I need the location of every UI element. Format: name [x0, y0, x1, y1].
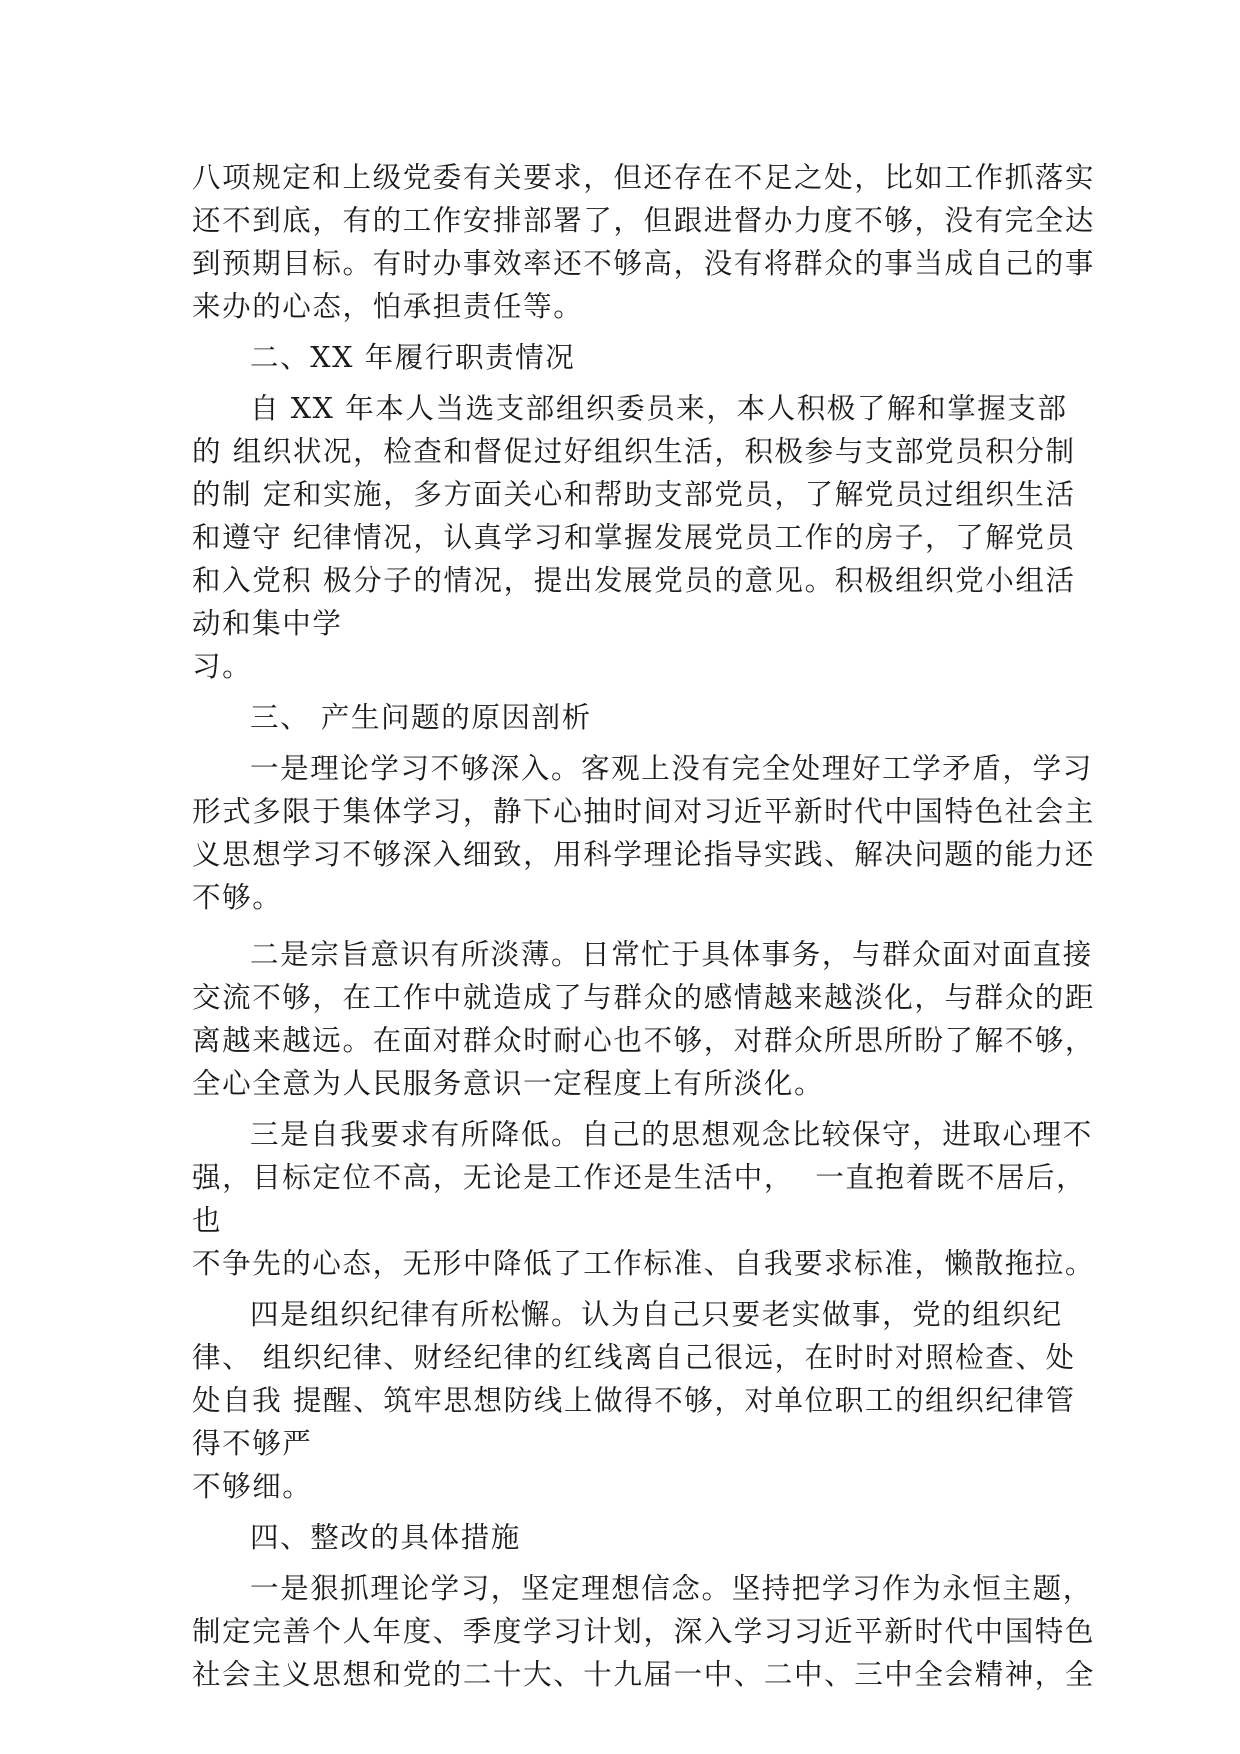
text-line: 也 — [192, 1204, 223, 1237]
text-line: 形式多限于集体学习，静下心抽时间对习近平新时代中国特色社会主 — [192, 795, 1096, 828]
document-body — [192, 156, 1096, 1696]
text-line: 还不到底，有的工作安排部署了，但跟进督办力度不够，没有完全达 — [192, 204, 1096, 237]
text-line: 自 XX 年本人当选支部组织委员来，本人积极了解和掌握支部 — [250, 392, 1068, 425]
text-line: 来办的心态，怕承担责任等。 — [192, 290, 584, 323]
text-line: 的 组织状况，检查和督促过好组织生活，积极参与支部党员积分制 — [192, 435, 1076, 468]
text-line: 不够细。 — [192, 1470, 313, 1503]
text-line: 一是理论学习不够深入。客观上没有完全处理好工学矛盾，学习 — [250, 752, 1093, 785]
text-line: 律、 组织纪律、财经纪律的红线离自己很远，在时时对照检查、处 — [192, 1341, 1076, 1374]
text-line: 制定完善个人年度、季度学习计划，深入学习习近平新时代中国特色 — [192, 1615, 1096, 1648]
text-line: 得不够严 — [192, 1427, 313, 1460]
text-line: 全心全意为人民服务意识一定程度上有所淡化。 — [192, 1067, 825, 1100]
text-line: 不争先的心态，无形中降低了工作标准、自我要求标准，懒散拖拉。 — [192, 1247, 1096, 1280]
text-line: 不够。 — [192, 881, 283, 914]
text-line: 八项规定和上级党委有关要求，但还存在不足之处，比如工作抓落实 — [192, 161, 1096, 194]
text-line: 离越来越远。在面对群众时耐心也不够，对群众所思所盼了解不够， — [192, 1024, 1096, 1057]
text-line: 社会主义思想和党的二十大、十九届一中、二中、三中全会精神，全 — [192, 1658, 1096, 1691]
text-line: 处自我 提醒、筑牢思想防线上做得不够，对单位职工的组织纪律管 — [192, 1384, 1076, 1417]
section-heading: 二、XX 年履行职责情况 — [250, 341, 576, 374]
text-line: 二是宗旨意识有所淡薄。日常忙于具体事务，与群众面对面直接 — [250, 938, 1093, 971]
text-line: 到预期目标。有时办事效率还不够高，没有将群众的事当成自己的事 — [192, 247, 1096, 280]
text-line: 的制 定和实施，多方面关心和帮助支部党员，了解党员过组织生活 — [192, 478, 1076, 511]
text-line: 三是自我要求有所降低。自己的思想观念比较保守，进取心理不 — [250, 1118, 1093, 1151]
text-line: 强，目标定位不高，无论是工作还是生活中， 一直抱着既不居后， — [192, 1161, 1087, 1194]
text-line: 一是狠抓理论学习，坚定理想信念。坚持把学习作为永恒主题， — [250, 1572, 1093, 1605]
text-line: 习。 — [192, 650, 253, 683]
section-heading: 四、整改的具体措施 — [250, 1521, 521, 1554]
text-line: 义思想学习不够深入细致，用科学理论指导实践、解决问题的能力还 — [192, 838, 1096, 871]
section-heading: 三、 产生问题的原因剖析 — [250, 701, 592, 734]
text-line: 和遵守 纪律情况，认真学习和掌握发展党员工作的房子，了解党员 — [192, 521, 1076, 554]
text-line: 四是组织纪律有所松懈。认为自己只要老实做事，党的组织纪 — [250, 1298, 1063, 1331]
text-line: 动和集中学 — [192, 607, 343, 640]
text-line: 和入党积 极分子的情况，提出发展党员的意见。积极组织党小组活 — [192, 564, 1076, 597]
text-line: 交流不够，在工作中就造成了与群众的感情越来越淡化，与群众的距 — [192, 981, 1096, 1014]
